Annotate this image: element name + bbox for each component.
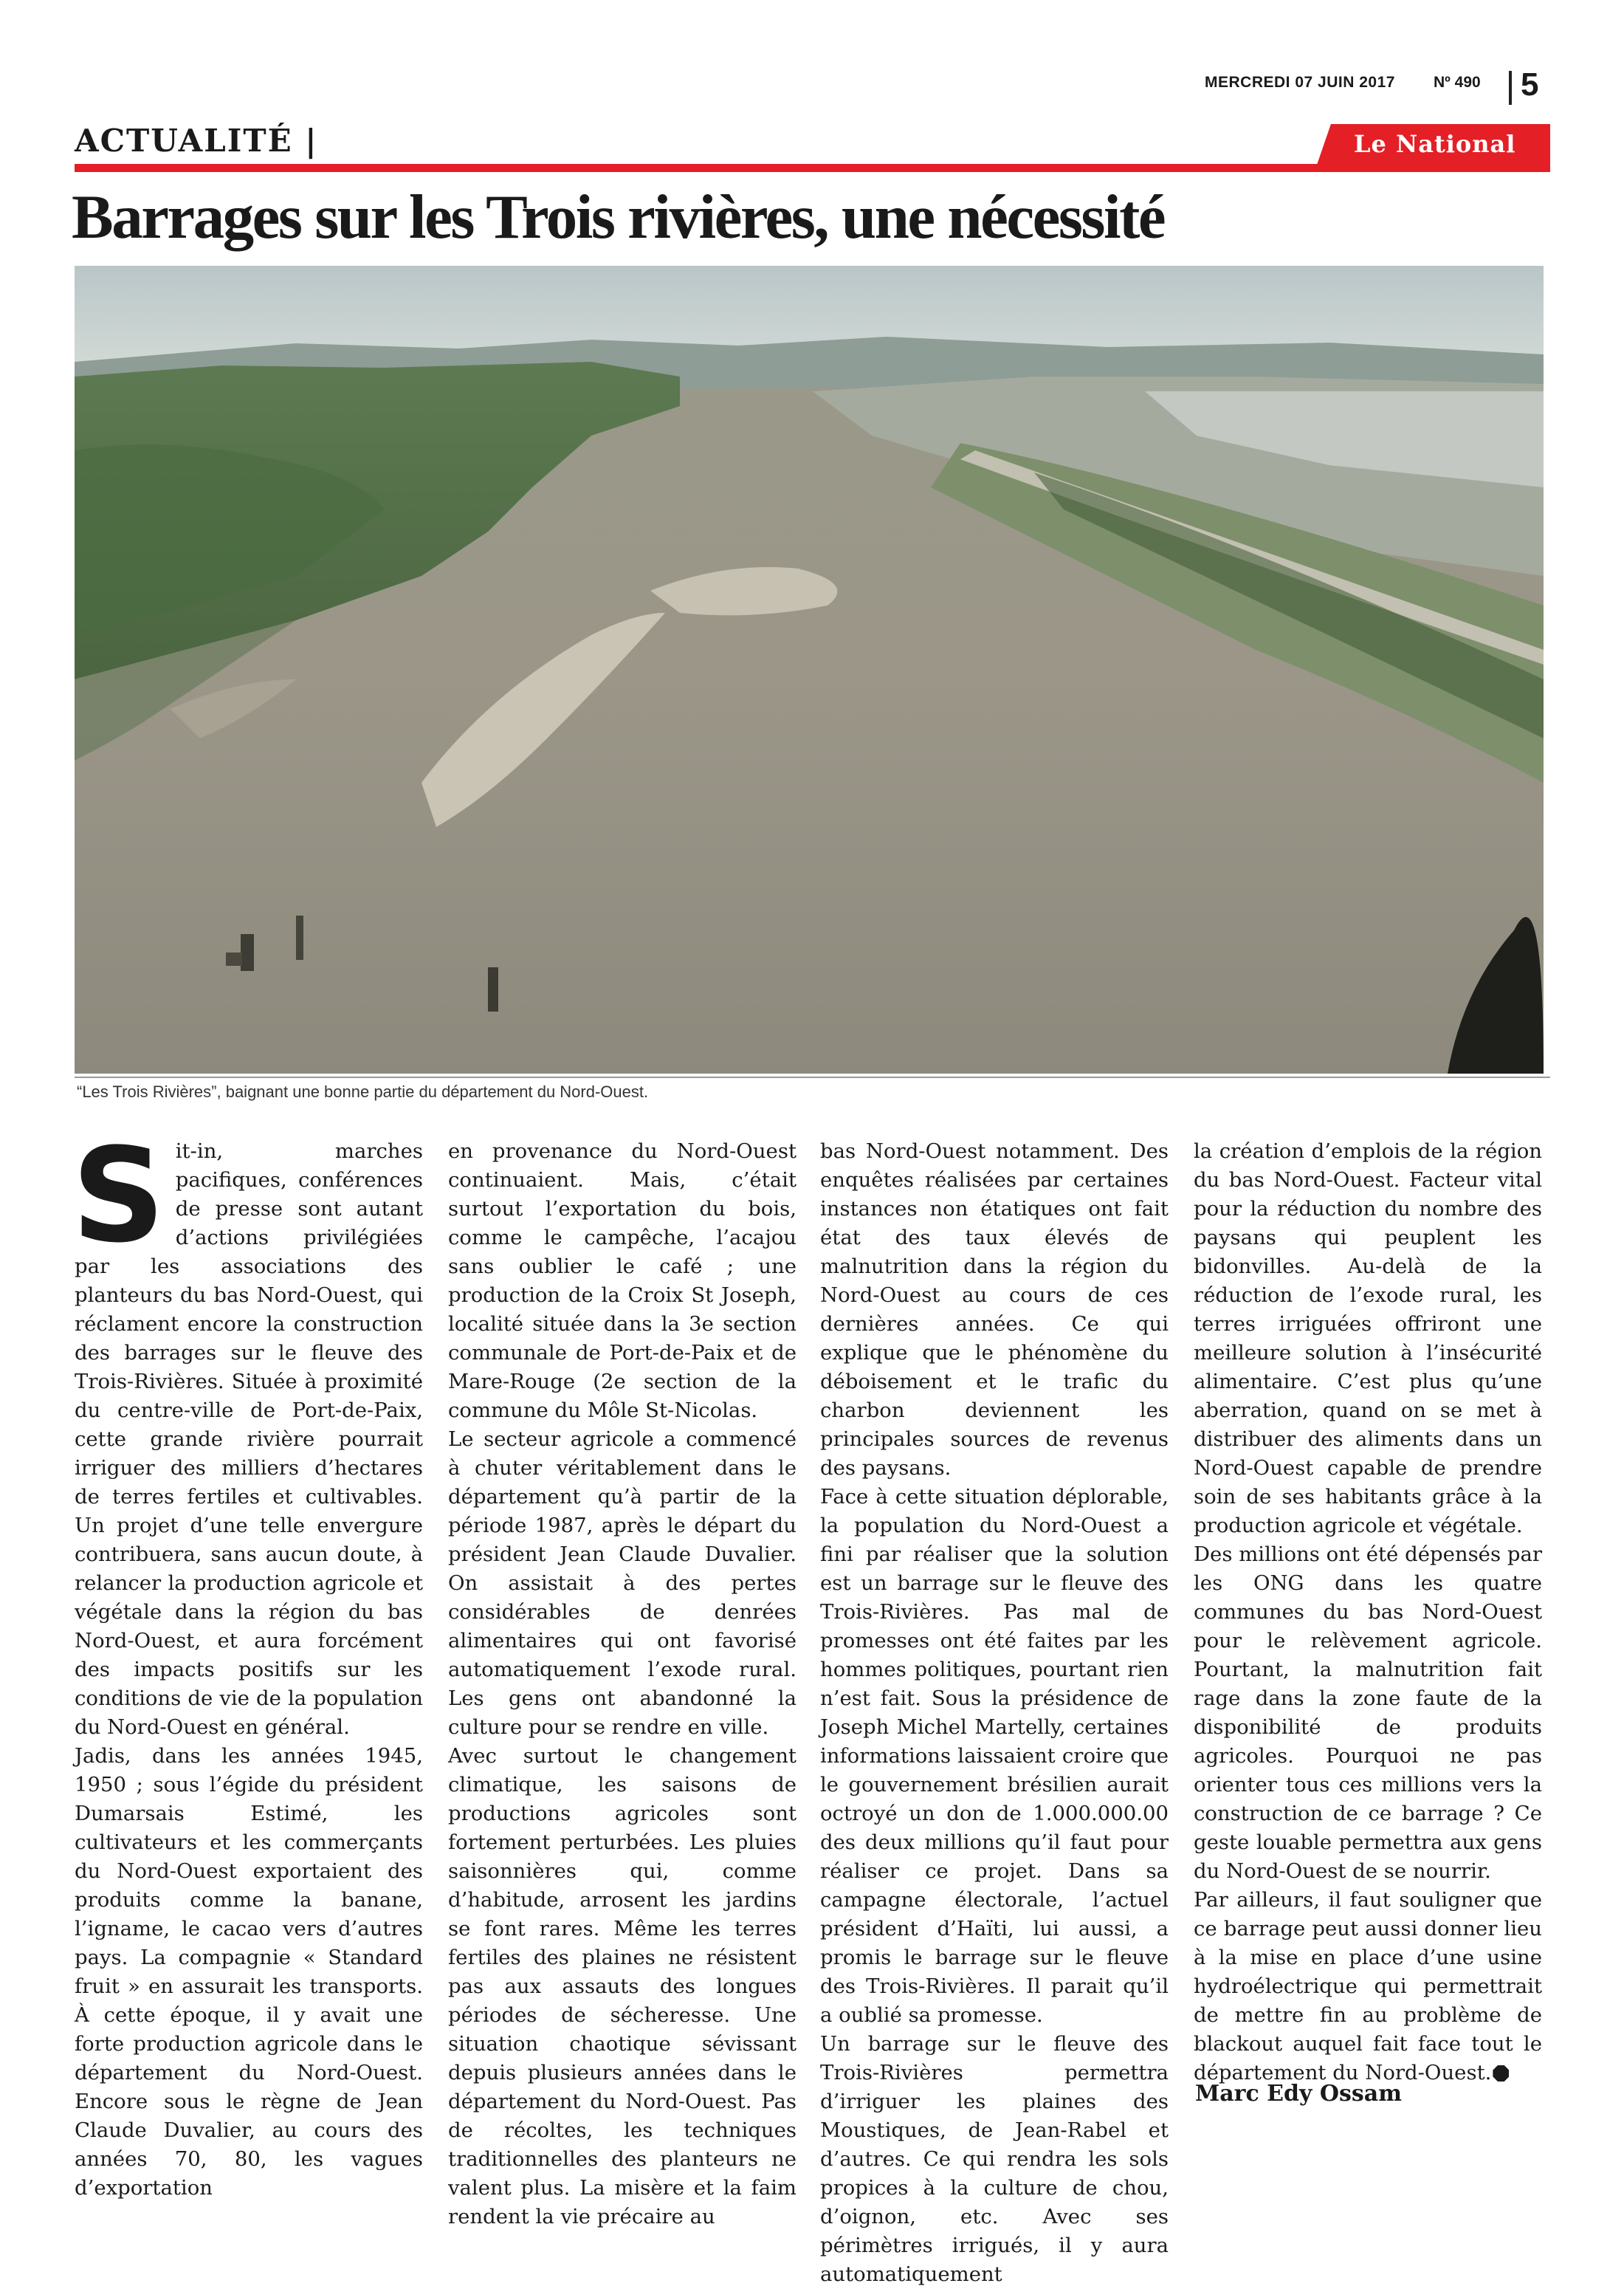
article-column-4 — [1194, 1137, 1542, 2087]
article-paragraph: en provenance du Nord-Ouest continuaient. Mais, c’était surtout l’exportation du bois, comme le campêche, l’acajou sans oublier le café ; une production de la Croix St Joseph, localité située dans la 3e section communale de Port-de-Paix et de Mare-Rouge (2e section de la commune du Môle St-Nicolas. — [448, 1139, 796, 1422]
article-paragraph: Un barrage sur le fleuve des Trois-Rivières permettra d’irriguer les plaines des Moustiques, de Jean-Rabel et d’autres. Ce qui rendra les sols propices à la culture de chou, d’oignon, etc. Avec ses périmètres irrigués, il y aura automatiquement — [820, 2032, 1169, 2286]
article-paragraph: Des millions ont été dépensés par les ONG dans les quatre communes du bas Nord-Ouest pour le relèvement agricole. Pourtant, la malnutrition fait rage dans la zone faute de la disponibilité de produits agricoles. Pourquoi ne pas orienter tous ces millions vers la construction de ce barrage ? Ce geste louable permettra aux gens du Nord-Ouest de se nourrir. — [1194, 1542, 1542, 1883]
article-paragraph — [72, 1120, 423, 1742]
paragraph-text: it-in, marches pacifiques, conférences de presse sont autant d’actions privilégiées par les associations des planteurs du bas Nord-Ouest, qui réclament encore la construction des barrages sur le fleuve des Trois-Rivières. Située à proximité du centre-ville de Port-de-Paix, cette grande rivière pourrait irriguer des milliers d’hectares de terres fertiles et cultivables. Un projet d’une telle envergure contribuera, sans aucun doute, à relancer la production agricole et végétale dans la région du bas Nord-Ouest, et aura forcément des impacts positifs sur les conditions de vie de la population du Nord-Ouest en général. — [75, 1139, 423, 1739]
newspaper-logo: Le National — [1354, 130, 1516, 158]
author-byline: Marc Edy Ossam — [1195, 2081, 1402, 2107]
end-of-article-icon — [1493, 2065, 1509, 2082]
article-column-1 — [72, 1120, 423, 2203]
article-paragraph: Le secteur agricole a commencé à chuter véritablement dans le département qu’à partir de la période 1987, après le départ du président Jean Claude Duvalier. On assistait à des pertes considérables de denrées alimentaires qui ont favorisé automatiquement l’exode rural. Les gens ont abandonné la culture pour se rendre en ville. — [448, 1427, 796, 1739]
river-photo-illustration — [75, 266, 1544, 1074]
article-paragraph: bas Nord-Ouest notamment. Des enquêtes réalisées par certaines instances non étatiques ont fait état des taux élevés de malnutrition dans la région du Nord-Ouest au cours de ces dernières années. Ce qui explique que le phénomène du déboisement et le trafic du charbon deviennent les principales sources de revenus des paysans. — [820, 1139, 1169, 1480]
article-column-2 — [448, 1137, 796, 2231]
issue-number: Nº 490 — [1434, 74, 1481, 91]
section-label: ACTUALITÉ | — [75, 123, 318, 159]
drop-cap: S — [72, 1120, 165, 1272]
article-column-3 — [820, 1137, 1169, 2289]
article-paragraph: la création d’emplois de la région du bas Nord-Ouest. Facteur vital pour la réduction du nombre des paysans qui peuplent les bidonvilles. Au-delà de la réduction de l’exode rural, les terres irriguées offriront une meilleure solution à l’insécurité alimentaire. C’est plus qu’une aberration, quand on se met à distribuer des aliments dans un Nord-Ouest capable de prendre soin de ses habitants grâce à la production agricole et végétale. — [1194, 1139, 1542, 1537]
section-rule — [75, 164, 1550, 172]
caption-rule — [75, 1077, 1550, 1078]
article-paragraph: Avec surtout le changement climatique, les saisons de productions agricoles sont fortement perturbées. Les pluies saisonnières qui, comme d’habitude, arrosent les jardins se font rares. Même les terres fertiles des plaines ne résistent pas aux assauts des longues périodes de sécheresse. Une situation chaotique sévissant depuis plusieurs années dans le département du Nord-Ouest. Pas de récoltes, les techniques traditionnelles des planteurs ne valent plus. La misère et la faim rendent la vie précaire au — [448, 1744, 796, 2228]
article-paragraph: Face à cette situation déplorable, la population du Nord-Ouest a fini par réaliser que la solution est un barrage sur le fleuve des Trois-Rivières. Pas mal de promesses ont été faites par les hommes politiques, pourtant rien n’est fait. Sous la présidence de Joseph Michel Martelly, certaines informations laissaient croire que le gouvernement brésilien aurait octroyé un don de 1.000.000.00 des deux millions qu’il faut pour réaliser ce projet. Dans sa campagne électorale, l’actuel président d’Haïti, lui aussi, a promis le barrage sur le fleuve des Trois-Rivières. Il parait qu’il a oublié sa promesse. — [820, 1485, 1169, 2027]
issue-date: MERCREDI 07 JUIN 2017 — [1205, 74, 1395, 91]
article-paragraph — [1194, 1886, 1542, 2087]
page-number: 5 — [1521, 66, 1539, 103]
article-photo — [75, 266, 1544, 1074]
article-paragraph: Jadis, dans les années 1945, 1950 ; sous l’égide du président Dumarsais Estimé, les cultivateurs et les commerçants du Nord-Ouest exportaient des produits comme la banane, l’igname, le cacao vers d’autres pays. La compagnie « Standard fruit » en assurait les transports. À cette époque, il y avait une forte production agricole dans le département du Nord-Ouest. Encore sous le règne de Jean Claude Duvalier, au cours des années 70, 80, les vagues d’exportation — [75, 1744, 423, 2200]
page-number-divider — [1509, 71, 1512, 105]
photo-caption: “Les Trois Rivières”, baignant une bonne partie du département du Nord-Ouest. — [77, 1082, 649, 1101]
paragraph-text: Par ailleurs, il faut souligner que ce barrage peut aussi donner lieu à la mise en place d’une usine hydroélectrique qui permettrait de mettre fin au problème de blackout auquel fait face tout le département du Nord-Ouest. — [1194, 1888, 1542, 2084]
article-headline: Barrages sur les Trois rivières, une nécessité — [72, 182, 1165, 252]
